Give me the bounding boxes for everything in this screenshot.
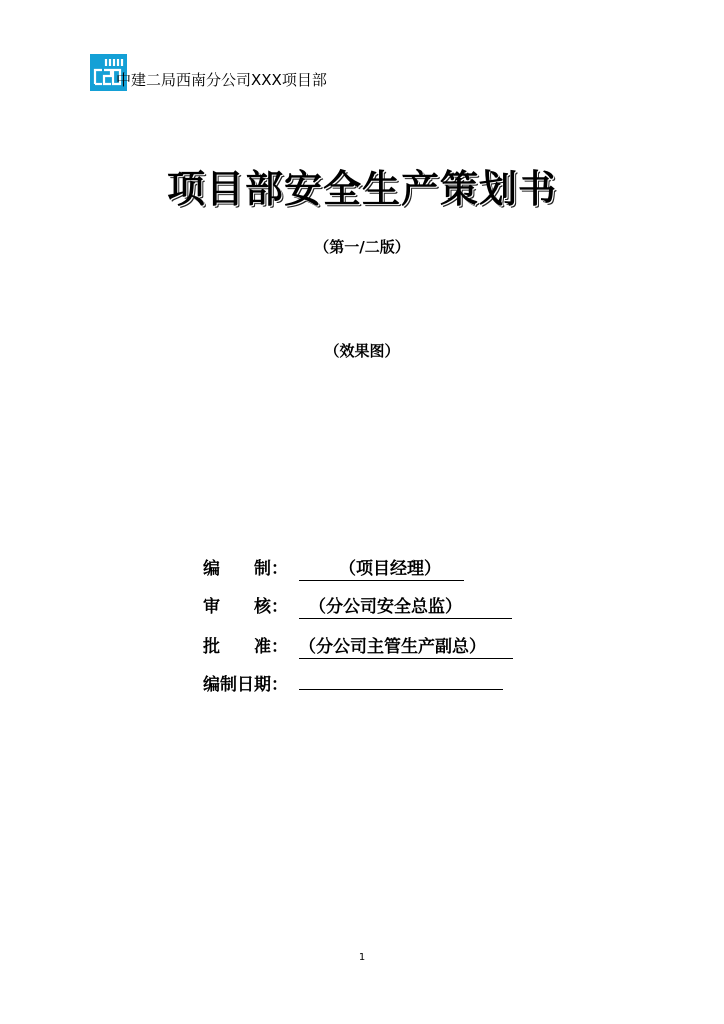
effect-label: （效果图）: [324, 342, 400, 360]
signature-label: 批 准：: [203, 637, 288, 657]
company-name: 中建二局西南分公司XXX项目部: [116, 71, 327, 89]
document-title: 项目部安全生产策划书: [166, 166, 557, 211]
signature-value: （分公司安全总监）: [299, 592, 512, 619]
page-number: 1: [358, 952, 366, 963]
signature-label: 审 核：: [203, 597, 288, 617]
edition-label: （第一/二版）: [314, 238, 410, 256]
signature-label: 编制日期：: [203, 675, 288, 695]
page-header: [90, 54, 390, 92]
signature-label: 编 制：: [203, 559, 288, 579]
signature-value: [299, 670, 503, 690]
signature-value: （项目经理）: [299, 554, 464, 581]
signature-value: （分公司主管生产副总）: [299, 632, 513, 659]
